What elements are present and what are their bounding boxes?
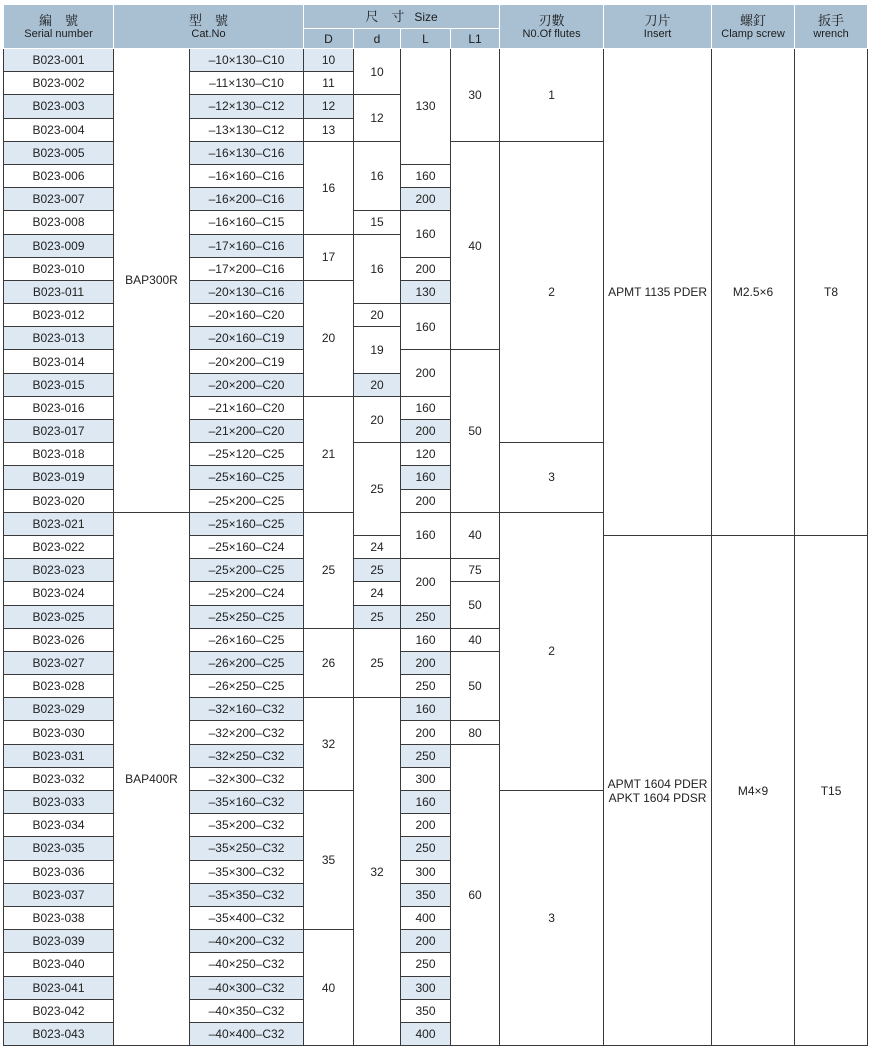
header-l: L	[401, 29, 451, 49]
header-flutes: 刃數 N0.Of flutes	[500, 5, 604, 49]
d-small-cell: 25	[354, 443, 401, 536]
serial-number-cell: B023-021	[4, 512, 114, 535]
serial-number-cell: B023-038	[4, 906, 114, 929]
serial-number-cell: B023-041	[4, 976, 114, 999]
cat-no-cell: –20×130–C16	[190, 280, 304, 303]
d-small-cell: 16	[354, 234, 401, 304]
cat-no-cell: –20×200–C19	[190, 350, 304, 373]
length-cell: 350	[401, 999, 451, 1022]
clamp-screw-cell: M4×9	[712, 535, 795, 1045]
serial-number-cell: B023-039	[4, 930, 114, 953]
header-cat-no: 型 號 Cat.No	[114, 5, 304, 49]
l1-cell: 50	[451, 350, 500, 512]
cat-no-cell: –20×200–C20	[190, 373, 304, 396]
cat-no-cell: –16×160–C15	[190, 211, 304, 234]
header-serial: 編 號 Serial number	[4, 5, 114, 49]
serial-number-cell: B023-025	[4, 605, 114, 628]
d-small-cell: 25	[354, 628, 401, 698]
length-cell: 160	[401, 698, 451, 721]
length-cell: 160	[401, 466, 451, 489]
l1-cell: 60	[451, 744, 500, 1045]
cat-no-cell: –32×200–C32	[190, 721, 304, 744]
serial-number-cell: B023-036	[4, 860, 114, 883]
length-cell: 350	[401, 883, 451, 906]
serial-number-cell: B023-005	[4, 141, 114, 164]
wrench-cell: T15	[795, 535, 868, 1045]
length-cell: 200	[401, 721, 451, 744]
cat-no-cell: –26×200–C25	[190, 651, 304, 674]
serial-number-cell: B023-023	[4, 559, 114, 582]
cat-no-cell: –35×400–C32	[190, 906, 304, 929]
cat-no-cell: –17×200–C16	[190, 257, 304, 280]
l1-cell: 50	[451, 582, 500, 628]
d-small-cell: 25	[354, 605, 401, 628]
cat-no-cell: –21×160–C20	[190, 396, 304, 419]
serial-number-cell: B023-028	[4, 675, 114, 698]
serial-number-cell: B023-027	[4, 651, 114, 674]
serial-number-cell: B023-024	[4, 582, 114, 605]
cat-no-cell: –21×200–C20	[190, 420, 304, 443]
serial-number-cell: B023-013	[4, 327, 114, 350]
length-cell: 300	[401, 976, 451, 999]
d-big-cell: 26	[304, 628, 354, 698]
serial-number-cell: B023-034	[4, 814, 114, 837]
d-small-cell: 24	[354, 535, 401, 558]
d-small-cell: 20	[354, 373, 401, 396]
l1-cell: 50	[451, 651, 500, 721]
length-cell: 300	[401, 860, 451, 883]
length-cell: 200	[401, 814, 451, 837]
serial-number-cell: B023-006	[4, 164, 114, 187]
l1-cell: 40	[451, 628, 500, 651]
length-cell: 200	[401, 257, 451, 280]
serial-number-cell: B023-019	[4, 466, 114, 489]
length-cell: 250	[401, 837, 451, 860]
cat-no-cell: –25×160–C25	[190, 466, 304, 489]
l1-cell: 30	[451, 49, 500, 142]
series-cell: BAP400R	[114, 512, 190, 1045]
serial-number-cell: B023-022	[4, 535, 114, 558]
d-big-cell: 20	[304, 280, 354, 396]
d-small-cell: 20	[354, 304, 401, 327]
flutes-cell: 3	[500, 791, 604, 1046]
serial-number-cell: B023-003	[4, 95, 114, 118]
length-cell: 130	[401, 280, 451, 303]
serial-number-cell: B023-015	[4, 373, 114, 396]
cat-no-cell: –17×160–C16	[190, 234, 304, 257]
l1-cell: 80	[451, 721, 500, 744]
serial-number-cell: B023-032	[4, 767, 114, 790]
d-big-cell: 13	[304, 118, 354, 141]
serial-number-cell: B023-014	[4, 350, 114, 373]
l1-cell: 75	[451, 559, 500, 582]
cat-no-cell: –32×160–C32	[190, 698, 304, 721]
cat-no-cell: –11×130–C10	[190, 72, 304, 95]
cat-no-cell: –16×200–C16	[190, 188, 304, 211]
serial-number-cell: B023-001	[4, 49, 114, 72]
d-big-cell: 40	[304, 930, 354, 1046]
serial-number-cell: B023-020	[4, 489, 114, 512]
d-big-cell: 35	[304, 791, 354, 930]
length-cell: 400	[401, 1022, 451, 1045]
insert-line: APKT 1604 PDSR	[608, 790, 707, 805]
cat-no-cell: –40×300–C32	[190, 976, 304, 999]
cat-no-cell: –40×200–C32	[190, 930, 304, 953]
cat-no-cell: –35×300–C32	[190, 860, 304, 883]
length-cell: 200	[401, 188, 451, 211]
length-cell: 200	[401, 420, 451, 443]
d-small-cell: 16	[354, 141, 401, 211]
d-big-cell: 16	[304, 141, 354, 234]
d-big-cell: 21	[304, 396, 354, 512]
d-small-cell: 19	[354, 327, 401, 373]
cat-no-cell: –13×130–C12	[190, 118, 304, 141]
serial-number-cell: B023-035	[4, 837, 114, 860]
cat-no-cell: –25×200–C25	[190, 489, 304, 512]
insert-cell	[604, 535, 712, 1045]
d-small-cell: 12	[354, 95, 401, 141]
length-cell: 130	[401, 49, 451, 165]
d-small-cell: 25	[354, 559, 401, 582]
insert-cell: APMT 1135 PDER	[604, 49, 712, 536]
flutes-cell: 2	[500, 512, 604, 790]
length-cell: 300	[401, 767, 451, 790]
d-small-cell: 10	[354, 49, 401, 95]
length-cell: 160	[401, 512, 451, 558]
serial-number-cell: B023-017	[4, 420, 114, 443]
d-big-cell: 10	[304, 49, 354, 72]
length-cell: 250	[401, 744, 451, 767]
spec-table-body	[4, 49, 868, 1046]
insert-line: APMT 1604 PDER	[607, 776, 708, 791]
cat-no-cell: –40×350–C32	[190, 999, 304, 1022]
serial-number-cell: B023-037	[4, 883, 114, 906]
serial-number-cell: B023-009	[4, 234, 114, 257]
serial-number-cell: B023-026	[4, 628, 114, 651]
cat-no-cell: –25×200–C25	[190, 559, 304, 582]
cat-no-cell: –25×160–C24	[190, 535, 304, 558]
cat-no-cell: –10×130–C10	[190, 49, 304, 72]
cat-no-cell: –25×160–C25	[190, 512, 304, 535]
serial-number-cell: B023-010	[4, 257, 114, 280]
cat-no-cell: –25×200–C24	[190, 582, 304, 605]
serial-number-cell: B023-031	[4, 744, 114, 767]
serial-number-cell: B023-008	[4, 211, 114, 234]
serial-number-cell: B023-016	[4, 396, 114, 419]
cat-no-cell: –12×130–C12	[190, 95, 304, 118]
cat-no-cell: –32×250–C32	[190, 744, 304, 767]
length-cell: 250	[401, 953, 451, 976]
cat-no-cell: –26×160–C25	[190, 628, 304, 651]
clamp-screw-cell: M2.5×6	[712, 49, 795, 536]
length-cell: 400	[401, 906, 451, 929]
header-l1: L1	[451, 29, 500, 49]
serial-number-cell: B023-011	[4, 280, 114, 303]
d-big-cell: 11	[304, 72, 354, 95]
wrench-cell: T8	[795, 49, 868, 536]
cat-no-cell: –40×250–C32	[190, 953, 304, 976]
d-small-cell: 24	[354, 582, 401, 605]
serial-number-cell: B023-002	[4, 72, 114, 95]
d-small-cell: 20	[354, 396, 401, 442]
length-cell: 160	[401, 628, 451, 651]
d-big-cell: 25	[304, 512, 354, 628]
length-cell: 250	[401, 605, 451, 628]
cat-no-cell: –25×250–C25	[190, 605, 304, 628]
cat-no-cell: –26×250–C25	[190, 675, 304, 698]
spec-table	[3, 4, 868, 1046]
length-cell: 200	[401, 651, 451, 674]
cat-no-cell: –20×160–C20	[190, 304, 304, 327]
cat-no-cell: –16×160–C16	[190, 164, 304, 187]
flutes-cell: 1	[500, 49, 604, 142]
length-cell: 160	[401, 791, 451, 814]
d-big-cell: 12	[304, 95, 354, 118]
length-cell: 250	[401, 675, 451, 698]
cat-no-cell: –32×300–C32	[190, 767, 304, 790]
header-wrench: 扳手 wrench	[795, 5, 868, 49]
serial-number-cell: B023-030	[4, 721, 114, 744]
cat-no-cell: –35×350–C32	[190, 883, 304, 906]
length-cell: 200	[401, 350, 451, 396]
serial-number-cell: B023-040	[4, 953, 114, 976]
serial-number-cell: B023-033	[4, 791, 114, 814]
serial-number-cell: B023-043	[4, 1022, 114, 1045]
serial-number-cell: B023-042	[4, 999, 114, 1022]
length-cell: 160	[401, 304, 451, 350]
l1-cell: 40	[451, 141, 500, 350]
series-cell: BAP300R	[114, 49, 190, 513]
flutes-cell: 2	[500, 141, 604, 442]
cat-no-cell: –25×120–C25	[190, 443, 304, 466]
header-d-small: d	[354, 29, 401, 49]
cat-no-cell: –35×250–C32	[190, 837, 304, 860]
cat-no-cell: –16×130–C16	[190, 141, 304, 164]
flutes-cell: 3	[500, 443, 604, 513]
table-row	[4, 49, 868, 72]
length-cell: 200	[401, 559, 451, 605]
l1-cell: 40	[451, 512, 500, 558]
header-d-big: D	[304, 29, 354, 49]
serial-number-cell: B023-007	[4, 188, 114, 211]
length-cell: 120	[401, 443, 451, 466]
serial-number-cell: B023-004	[4, 118, 114, 141]
length-cell: 160	[401, 396, 451, 419]
header-size: 尺 寸 Size	[304, 5, 500, 29]
serial-number-cell: B023-029	[4, 698, 114, 721]
d-small-cell: 32	[354, 698, 401, 1046]
cat-no-cell: –40×400–C32	[190, 1022, 304, 1045]
length-cell: 160	[401, 211, 451, 257]
length-cell: 160	[401, 164, 451, 187]
serial-number-cell: B023-018	[4, 443, 114, 466]
cat-no-cell: –35×200–C32	[190, 814, 304, 837]
serial-number-cell: B023-012	[4, 304, 114, 327]
length-cell: 200	[401, 930, 451, 953]
d-big-cell: 32	[304, 698, 354, 791]
header-insert: 刀片 Insert	[604, 5, 712, 49]
length-cell: 200	[401, 489, 451, 512]
d-big-cell: 17	[304, 234, 354, 280]
cat-no-cell: –20×160–C19	[190, 327, 304, 350]
cat-no-cell: –35×160–C32	[190, 791, 304, 814]
d-small-cell: 15	[354, 211, 401, 234]
header-clamp-screw: 螺釘 Clamp screw	[712, 5, 795, 49]
